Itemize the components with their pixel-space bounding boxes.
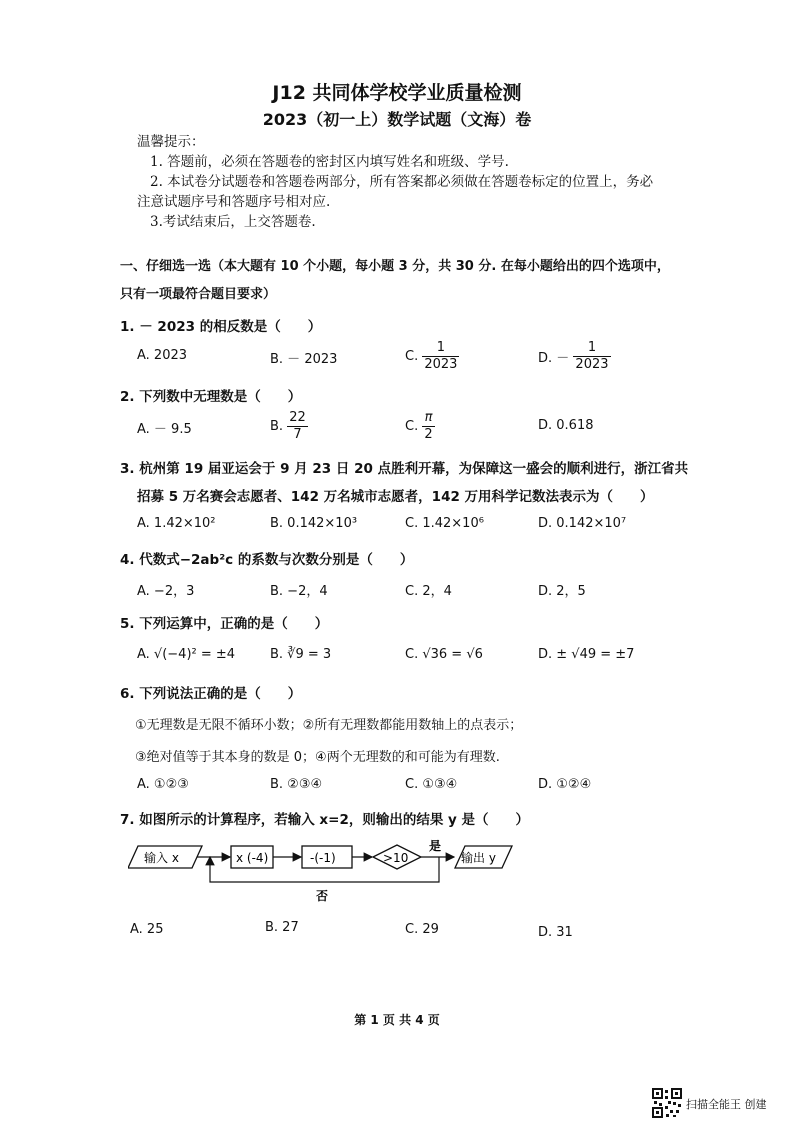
q3-option-c: C. 1.42×10⁶: [405, 516, 484, 531]
flow-yes-label: 是: [429, 839, 442, 853]
q3-stem-line1: 3. 杭州第 19 届亚运会于 9 月 23 日 20 点胜利开幕，为保障这一盛会的顺利进行，浙江省共: [120, 461, 689, 477]
flow-output-label: 输出 y: [461, 851, 496, 865]
q6-option-d: D. ①②④: [538, 777, 592, 792]
tip-2: 2. 本试卷分试题卷和答题卷两部分，所有答案都必须做在答题卷标定的位置上，务必: [150, 174, 654, 190]
flow-step-multiply-label: x (-4): [236, 851, 269, 865]
q5-option-d: D. ± √49 = ±7: [538, 647, 635, 662]
q3-option-a: A. 1.42×10²: [137, 516, 216, 531]
q6-option-b: B. ②③④: [270, 777, 323, 792]
q6-statements-1: ①无理数是无限不循环小数；②所有无理数都能用数轴上的点表示；: [135, 718, 523, 733]
tip-2-cont: 注意试题序号和答题序号相对应.: [137, 194, 331, 210]
q7-stem: 7. 如图所示的计算程序，若输入 x=2，则输出的结果 y 是（ ）: [120, 812, 530, 828]
q6-statements-2: ③绝对值等于其本身的数是 0；④两个无理数的和可能为有理数.: [135, 750, 500, 765]
q2-option-a: A. － 9.5: [137, 422, 192, 437]
q1-option-a: A. 2023: [137, 348, 188, 363]
q1-option-b: B. － 2023: [270, 352, 338, 367]
q4-stem: 4. 代数式−2ab²c 的系数与次数分别是（ ）: [120, 552, 414, 568]
q3-option-d: D. 0.142×10⁷: [538, 516, 627, 531]
tips-heading: 温馨提示：: [137, 134, 205, 150]
scanner-watermark: 扫描全能王 创建: [686, 1098, 767, 1111]
flow-input-label: 输入 x: [144, 851, 179, 865]
qr-code-icon: [652, 1088, 682, 1118]
exam-title: J12 共同体学校学业质量检测: [272, 82, 522, 104]
q2-option-c: C. $\frac{\pi}{2}$: [405, 410, 433, 442]
q3-stem-line2: 招募 5 万名赛会志愿者、142 万名城市志愿者，142 万用科学记数法表示为（ ）: [137, 489, 654, 505]
page-number: 第 1 页 共 4 页: [354, 1013, 440, 1027]
q2-option-b-fraction: $\frac{22}{7}$: [289, 410, 306, 442]
q2-option-b: B. $\frac{22}{7}$: [270, 410, 306, 442]
exam-subtitle: 2023（初一上）数学试题（文海）卷: [262, 110, 532, 129]
q5-option-c: C. √36 = √6: [405, 647, 483, 662]
q5-option-b: B. ∛9 = 3: [270, 647, 332, 662]
q1-stem: 1. － 2023 的相反数是（ ）: [120, 319, 322, 335]
flow-no-label: 否: [316, 889, 329, 903]
q7-flowchart: [128, 832, 518, 908]
section-1-heading-cont: 只有一项最符合题目要求）: [120, 287, 277, 302]
q4-option-a: A. −2，3: [137, 584, 195, 599]
q4-option-c: C. 2，4: [405, 584, 452, 599]
flow-decision-label: >10: [383, 851, 409, 865]
q7-option-d: D. 31: [538, 925, 573, 940]
q6-stem: 6. 下列说法正确的是（ ）: [120, 686, 302, 702]
q7-option-c: C. 29: [405, 922, 439, 937]
q7-option-a: A. 25: [130, 922, 164, 937]
q2-stem: 2. 下列数中无理数是（ ）: [120, 389, 302, 405]
q7-option-b: B. 27: [265, 920, 299, 935]
q3-option-b: B. 0.142×10³: [270, 516, 358, 531]
q6-option-c: C. ①③④: [405, 777, 458, 792]
q5-stem: 5. 下列运算中，正确的是（ ）: [120, 616, 329, 632]
q1-option-d: D. － $\frac{1}{2023}$: [538, 340, 609, 372]
flow-step-subtract-label: -(-1): [310, 851, 336, 865]
tip-3: 3.考试结束后，上交答题卷.: [150, 214, 316, 230]
q5-option-a: A. √(−4)² = ±4: [137, 647, 236, 662]
section-1-heading: 一、仔细选一选（本大题有 10 个小题，每小题 3 分，共 30 分. 在每小题给出的四个选项中，: [120, 259, 670, 274]
q1-option-c: C. $\frac{1}{2023}$: [405, 340, 458, 372]
q1-option-d-fraction: $\frac{1}{2023}$: [575, 340, 609, 372]
q4-option-b: B. −2，4: [270, 584, 328, 599]
q6-option-a: A. ①②③: [137, 777, 189, 792]
q2-option-c-fraction: $\frac{\pi}{2}$: [424, 410, 433, 442]
q4-option-d: D. 2，5: [538, 584, 586, 599]
q1-option-c-fraction: $\frac{1}{2023}$: [424, 340, 458, 372]
q2-option-d: D. 0.618: [538, 418, 594, 433]
tip-1: 1. 答题前，必须在答题卷的密封区内填写姓名和班级、学号.: [150, 154, 509, 170]
